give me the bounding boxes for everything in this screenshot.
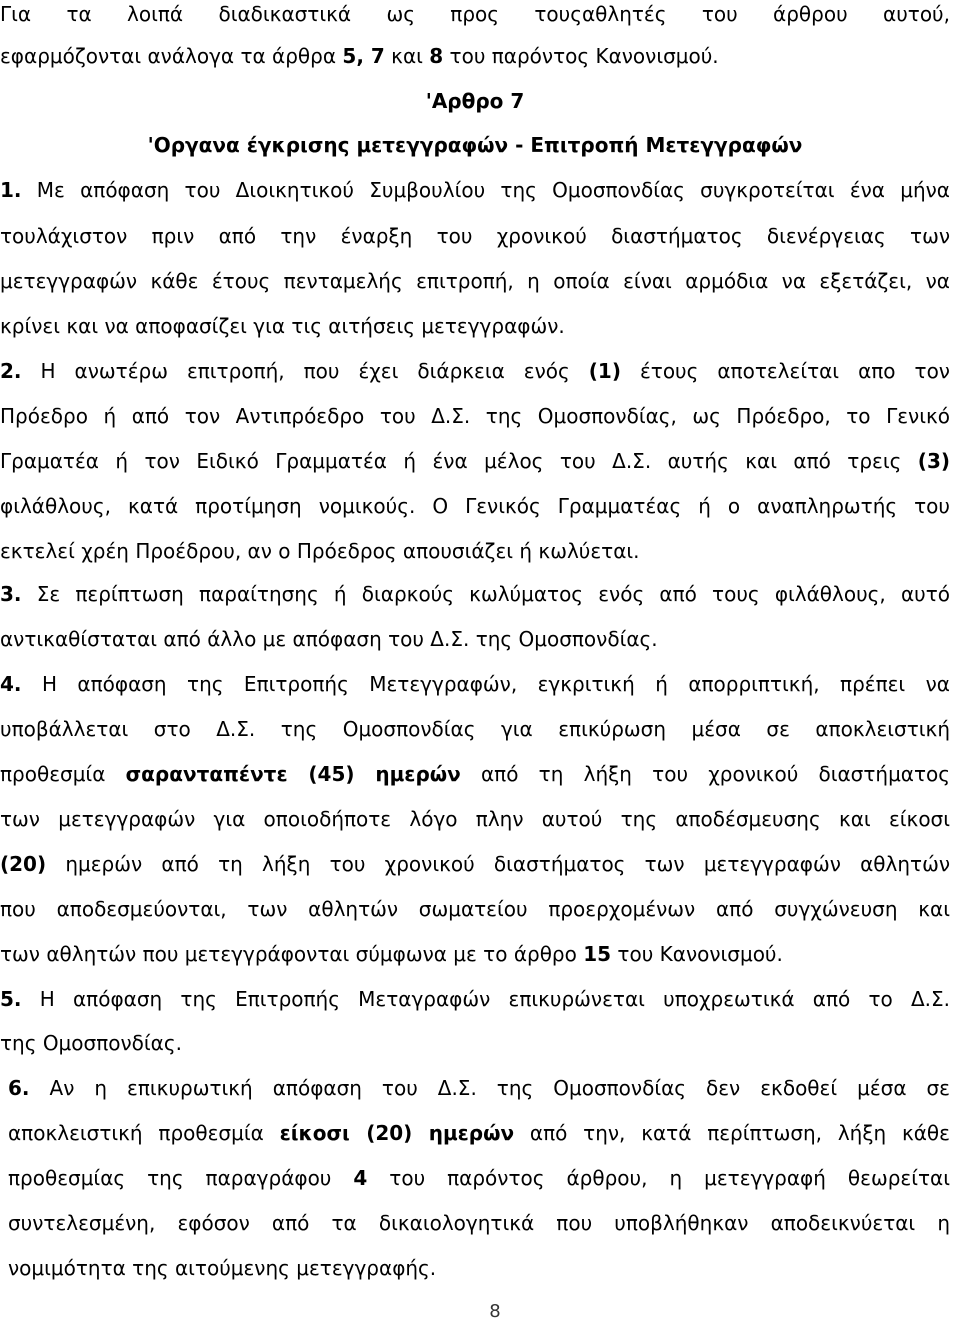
- p2-line-1: 2. Η ανωτέρω επιτροπή, που έχει διάρκεια ενός (1) έτους αποτελείται απο τον: [0, 359, 950, 383]
- p1-line-4: κρίνει και να αποφασίζει για τις αιτήσεις μετεγγραφών.: [0, 314, 565, 338]
- p1-line-3: μετεγγραφών κάθε έτους πενταμελής επιτροπή, η οποία είναι αρμόδια να εξετάζει, να: [0, 269, 950, 293]
- article-title: 'Οργανα έγκρισης μετεγγραφών - Επιτροπή Μετεγγραφών: [147, 133, 803, 157]
- p6-line-4: συντελεσμένη, εφόσον από τα δικαιολογητικά που υποβλήθηκαν αποδεικνύεται η: [8, 1211, 950, 1235]
- intro-line-1: Για τα λοιπά διαδικαστικά ως προς τουςαθλητές του άρθρου αυτού,: [0, 2, 950, 26]
- p6-line-2: αποκλειστική προθεσμία είκοσι (20) ημερών από την, κατά περίπτωση, λήξη κάθε: [8, 1121, 950, 1145]
- p6-line-1: 6. Αν η επικυρωτική απόφαση του Δ.Σ. της Ομοσπονδίας δεν εκδοθεί μέσα σε: [8, 1076, 950, 1100]
- p3-line-2: αντικαθίσταται από άλλο με απόφαση του Δ.Σ. της Ομοσπονδίας.: [0, 627, 658, 651]
- page-number: 8: [489, 1301, 501, 1322]
- p1-line-2: τουλάχιστον πριν από την έναρξη του χρονικού διαστήματος διενέργειας των: [0, 224, 950, 248]
- intro-line-2: εφαρμόζονται ανάλογα τα άρθρα 5, 7 και 8 του παρόντος Κανονισμού.: [0, 44, 719, 68]
- article-number: 'Αρθρο 7: [425, 89, 525, 113]
- p2-line-4: φιλάθλους, κατά προτίμηση νομικούς. Ο Γενικός Γραμματέας ή ο αναπληρωτής του: [0, 494, 950, 518]
- p4-line-2: υποβάλλεται στο Δ.Σ. της Ομοσπονδίας για επικύρωση μέσα σε αποκλειστική: [0, 717, 950, 741]
- p6-line-3: προθεσμίας της παραγράφου 4 του παρόντος άρθρου, η μετεγγραφή θεωρείται: [8, 1166, 950, 1190]
- p6-line-5: νομιμότητα της αιτούμενης μετεγγραφής.: [8, 1256, 437, 1280]
- p4-line-4: των μετεγγραφών για οποιοδήποτε λόγο πλην αυτού της αποδέσμευσης και είκοσι: [0, 807, 950, 831]
- p3-line-1: 3. Σε περίπτωση παραίτησης ή διαρκούς κωλύματος ενός από τους φιλάθλους, αυτό: [0, 582, 950, 606]
- p4-line-6: που αποδεσμεύονται, των αθλητών σωματείου προερχομένων από συγχώνευση και: [0, 897, 950, 921]
- p5-line-2: της Ομοσπονδίας.: [0, 1031, 182, 1055]
- p2-line-5: εκτελεί χρέη Προέδρου, αν ο Πρόεδρος απουσιάζει ή κωλύεται.: [0, 539, 640, 563]
- p1-line-1: 1. Με απόφαση του Διοικητικού Συμβουλίου της Ομοσπονδίας συγκροτείται ένα μήνα: [0, 178, 950, 202]
- p4-line-7: των αθλητών που μετεγγράφονται σύμφωνα με το άρθρο 15 του Κανονισμού.: [0, 942, 783, 966]
- p5-line-1: 5. Η απόφαση της Επιτροπής Μεταγραφών επικυρώνεται υποχρεωτικά από το Δ.Σ.: [0, 987, 950, 1011]
- p4-line-1: 4. Η απόφαση της Επιτροπής Μετεγγραφών, εγκριτική ή απορριπτική, πρέπει να: [0, 672, 950, 696]
- p2-line-3: Γραματέα ή τον Ειδικό Γραμματέα ή ένα μέλος του Δ.Σ. αυτής και από τρεις (3): [0, 449, 950, 473]
- p4-line-5: (20) ημερών από τη λήξη του χρονικού διαστήματος των μετεγγραφών αθλητών: [0, 852, 950, 876]
- p4-line-3: προθεσμία σαρανταπέντε (45) ημερών από τη λήξη του χρονικού διαστήματος: [0, 762, 950, 786]
- p2-line-2: Πρόεδρο ή από τον Αντιπρόεδρο του Δ.Σ. της Ομοσπονδίας, ως Πρόεδρο, το Γενικό: [0, 404, 950, 428]
